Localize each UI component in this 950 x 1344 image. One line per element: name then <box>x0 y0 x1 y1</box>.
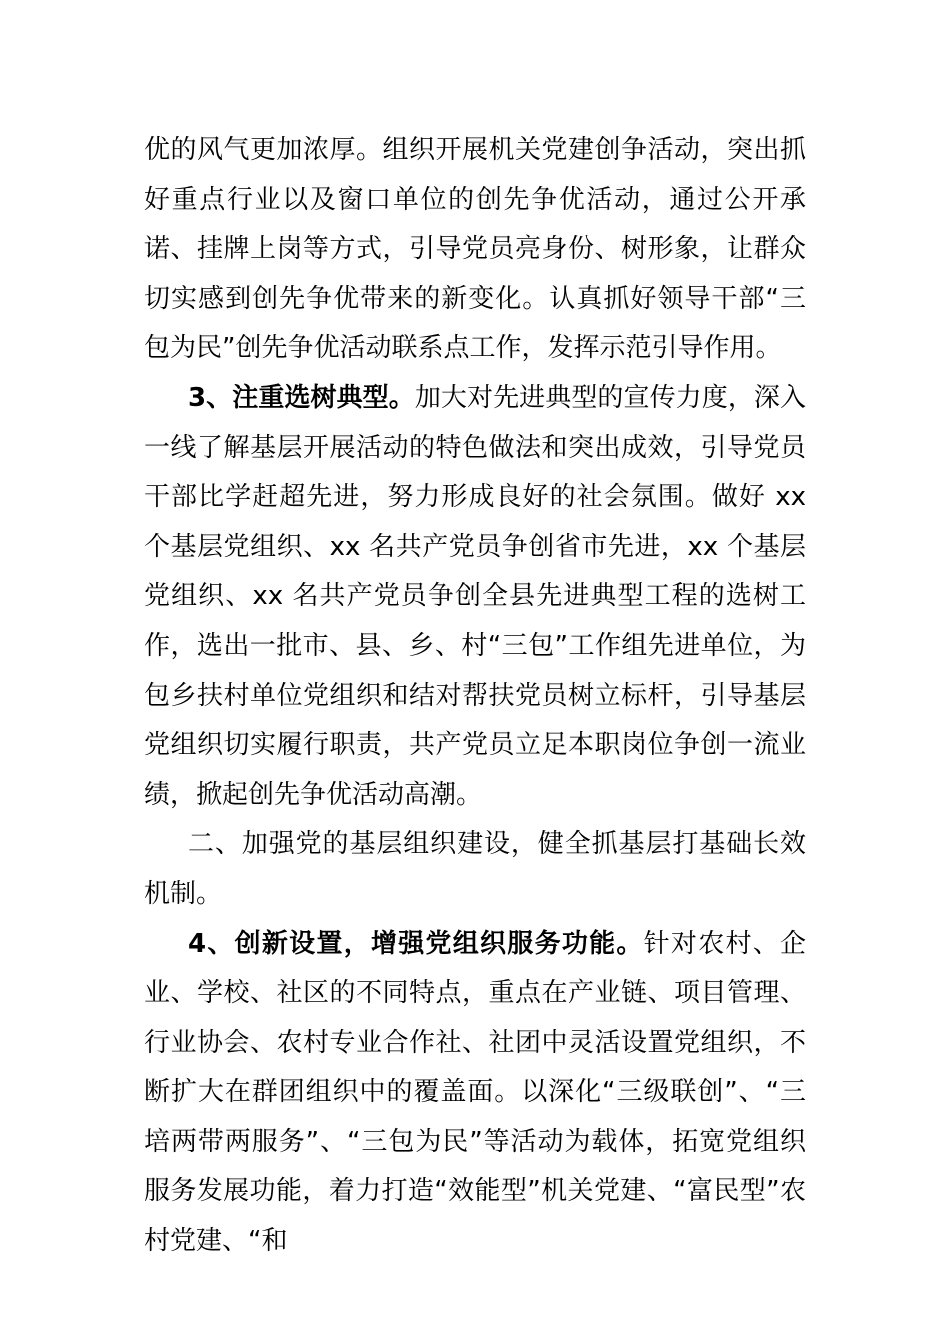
section-heading-3: 3、注重选树典型。 <box>188 382 415 413</box>
paragraph-2-body: 加大对先进典型的宣传力度，深入一线了解基层开展活动的特色做法和突出成效，引导党员干部比学赶超先进，努力形成良好的社会氛围。做好 xx 个基层党组织、xx 名共产党员争创省市先进，xx 个基层党组织、xx 名共产党员争创全县先进典型工程的选树工作，选出一批市、县、乡、村“三包”工作组先进单位，为包乡扶村单位党组织和结对帮扶党员树立标杆，引导基层党组织切实履行职责，共产党员立足本职岗位争创一流业绩，掀起创先争优活动高潮。 <box>144 382 806 810</box>
paragraph-4 <box>144 920 806 1267</box>
paragraph-3: 二、加强党的基层组织建设，健全抓基层打基础长效机制。 <box>144 829 806 909</box>
paragraph-1: 优的风气更加浓厚。组织开展机关党建创争活动，突出抓好重点行业以及窗口单位的创先争优活动，通过公开承诺、挂牌上岗等方式，引导党员亮身份、树形象，让群众切实感到创先争优带来的新变化。认真抓好领导干部“三包为民”创先争优活动联系点工作，发挥示范引导作用。 <box>144 135 806 364</box>
paragraph-4-body: 针对农村、企业、学校、社区的不同特点，重点在产业链、项目管理、行业协会、农村专业合作社、社团中灵活设置党组织，不断扩大在群团组织中的覆盖面。以深化“三级联创”、“三培两带两服务”、“三包为民”等活动为载体，拓宽党组织服务发展功能，着力打造“效能型”机关党建、“富民型”农村党建、“和 <box>144 928 806 1257</box>
paragraph-2 <box>144 374 806 820</box>
section-heading-4: 4、创新设置，增强党组织服务功能。 <box>188 928 644 959</box>
document-body <box>144 126 806 1267</box>
